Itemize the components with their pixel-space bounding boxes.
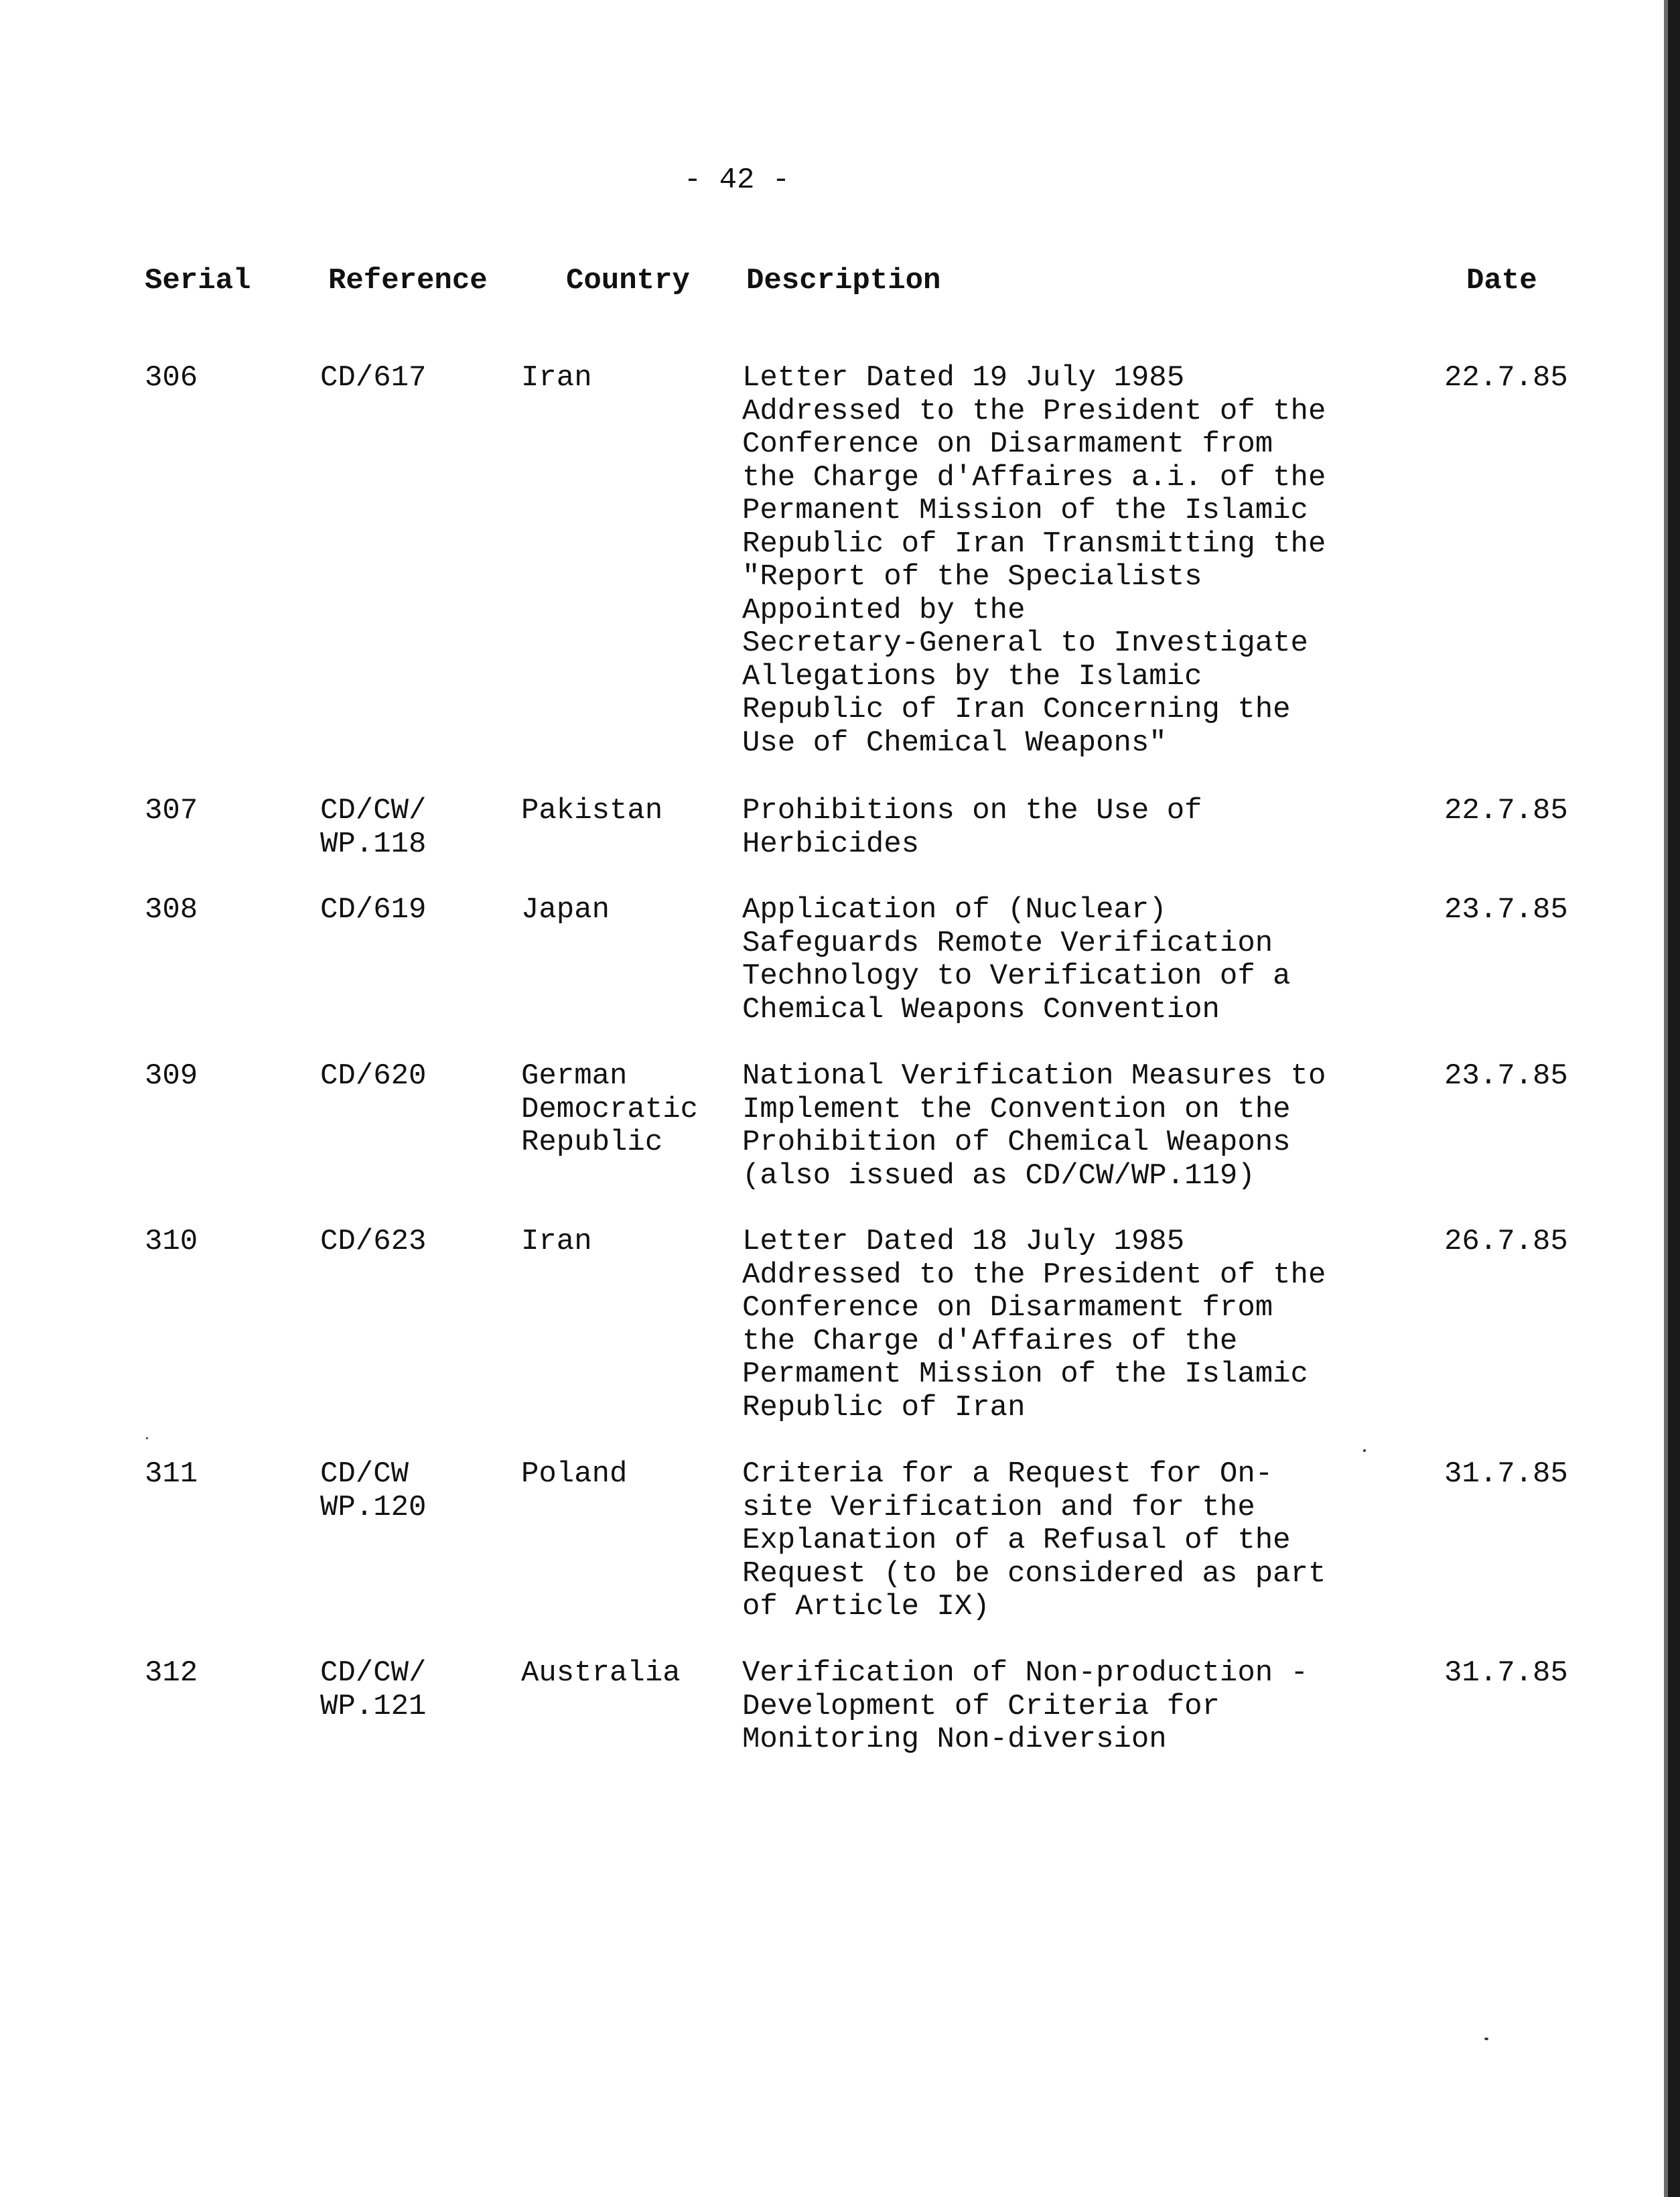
cell-description-line: Permanent Mission of the Islamic [742, 494, 1308, 527]
page-edge [1668, 0, 1680, 2197]
cell-country [521, 1657, 681, 1690]
cell-reference [320, 795, 426, 861]
cell-reference [320, 1060, 426, 1093]
cell-country-line: German [521, 1059, 628, 1093]
cell-description-line: the Charge d'Affaires of the [742, 1324, 1238, 1358]
cell-description-line: site Verification and for the [742, 1490, 1255, 1524]
cell-description-line: Herbicides [742, 827, 920, 861]
cell-serial: 306 [145, 361, 198, 395]
cell-reference-line: CD/620 [320, 1059, 427, 1093]
cell-description-line: Permament Mission of the Islamic [742, 1357, 1308, 1391]
cell-reference-line: CD/CW [320, 1457, 409, 1491]
cell-reference [320, 362, 426, 395]
cell-country-line: Democratic [521, 1092, 699, 1126]
cell-description-line: Application of (Nuclear) [742, 893, 1167, 927]
cell-country [521, 1225, 592, 1259]
cell-description-line: Republic of Iran Concerning the [742, 693, 1291, 726]
cell-country [521, 362, 592, 395]
cell-description-line: Safeguards Remote Verification [742, 926, 1273, 960]
cell-country-line: Republic [521, 1126, 663, 1159]
cell-description-line: the Charge d'Affaires a.i. of the [742, 460, 1326, 494]
header-description: Description [746, 264, 941, 297]
cell-description-line: Addressed to the President of the [742, 1258, 1326, 1292]
cell-description-line: National Verification Measures to [742, 1059, 1326, 1093]
cell-description [742, 1060, 1326, 1193]
cell-date: 22.7.85 [1444, 794, 1568, 827]
cell-country-line: Iran [521, 361, 592, 395]
cell-reference-line: CD/CW/ [320, 794, 427, 827]
header-country: Country [566, 264, 690, 297]
cell-country-line: Pakistan [521, 794, 663, 827]
cell-serial: 312 [145, 1656, 198, 1690]
cell-description-line: Appointed by the [742, 593, 1026, 627]
cell-description-line: Addressed to the President of the [742, 394, 1326, 428]
cell-country [521, 1060, 698, 1160]
cell-country-line: Australia [521, 1656, 681, 1690]
cell-description-line: Monitoring Non-diversion [742, 1723, 1167, 1756]
cell-description-line: Republic of Iran [742, 1390, 1026, 1424]
cell-reference-line: WP.121 [320, 1689, 427, 1723]
cell-description-line: Development of Criteria for [742, 1689, 1220, 1723]
cell-description-line: Allegations by the Islamic [742, 659, 1202, 693]
page-number: - 42 - [683, 163, 790, 197]
cell-country-line: Japan [521, 893, 610, 927]
cell-reference [320, 894, 426, 927]
cell-description [742, 795, 1202, 861]
scan-speck [1484, 2038, 1488, 2040]
cell-date: 22.7.85 [1444, 361, 1568, 395]
cell-serial: 310 [145, 1225, 198, 1258]
cell-date: 23.7.85 [1444, 1059, 1568, 1093]
cell-description-line: Criteria for a Request for On- [742, 1457, 1273, 1491]
cell-description-line: (also issued as CD/CW/WP.119) [742, 1158, 1255, 1193]
cell-description-line: Explanation of a Refusal of the [742, 1524, 1291, 1557]
cell-serial: 308 [145, 893, 198, 927]
cell-reference-line: CD/619 [320, 893, 427, 927]
cell-description-line: Request (to be considered as part [742, 1556, 1326, 1591]
cell-serial: 307 [145, 794, 198, 827]
header-reference: Reference [328, 264, 488, 297]
cell-reference [320, 1225, 426, 1259]
scan-speck [146, 1437, 148, 1439]
cell-date: 31.7.85 [1444, 1656, 1568, 1690]
table-header [0, 264, 1608, 304]
cell-description-line: "Report of the Specialists [742, 560, 1202, 594]
header-date: Date [1466, 264, 1537, 297]
cell-description-line: Secretary-General to Investigate [742, 626, 1308, 660]
cell-serial: 309 [145, 1059, 198, 1093]
cell-description-line: Verification of Non-production - [742, 1656, 1308, 1690]
cell-description-line: Prohibitions on the Use of [742, 794, 1202, 827]
cell-description-line: Republic of Iran Transmitting the [742, 527, 1326, 561]
cell-description-line: Conference on Disarmament from [742, 1291, 1273, 1325]
header-serial: Serial [145, 264, 251, 297]
cell-reference-line: CD/617 [320, 361, 427, 395]
cell-description [742, 894, 1291, 1026]
cell-reference-line: WP.120 [320, 1490, 427, 1524]
cell-description-line: Prohibition of Chemical Weapons [742, 1126, 1291, 1159]
cell-date: 31.7.85 [1444, 1457, 1568, 1491]
cell-date: 23.7.85 [1444, 893, 1568, 927]
cell-reference-line: CD/CW/ [320, 1656, 427, 1690]
cell-description-line: Use of Chemical Weapons" [742, 726, 1167, 760]
cell-reference-line: CD/623 [320, 1225, 427, 1258]
cell-country [521, 1458, 627, 1491]
cell-description [742, 1225, 1326, 1424]
cell-description [742, 362, 1326, 760]
cell-description-line: Letter Dated 18 July 1985 [742, 1225, 1185, 1258]
cell-description-line: Implement the Convention on the [742, 1092, 1291, 1126]
cell-description [742, 1458, 1326, 1624]
cell-country-line: Poland [521, 1457, 628, 1491]
cell-reference [320, 1458, 426, 1524]
cell-country [521, 894, 610, 927]
cell-description [742, 1657, 1308, 1757]
cell-reference [320, 1657, 426, 1723]
cell-country-line: Iran [521, 1225, 592, 1258]
cell-description-line: of Article IX) [742, 1590, 990, 1623]
cell-description-line: Conference on Disarmament from [742, 427, 1273, 461]
cell-country [521, 795, 662, 828]
cell-description-line: Technology to Verification of a [742, 959, 1291, 993]
cell-serial: 311 [145, 1457, 198, 1491]
scan-speck [1363, 1449, 1366, 1452]
cell-description-line: Letter Dated 19 July 1985 [742, 361, 1185, 395]
cell-date: 26.7.85 [1444, 1225, 1568, 1258]
cell-reference-line: WP.118 [320, 827, 427, 861]
cell-description-line: Chemical Weapons Convention [742, 992, 1220, 1026]
